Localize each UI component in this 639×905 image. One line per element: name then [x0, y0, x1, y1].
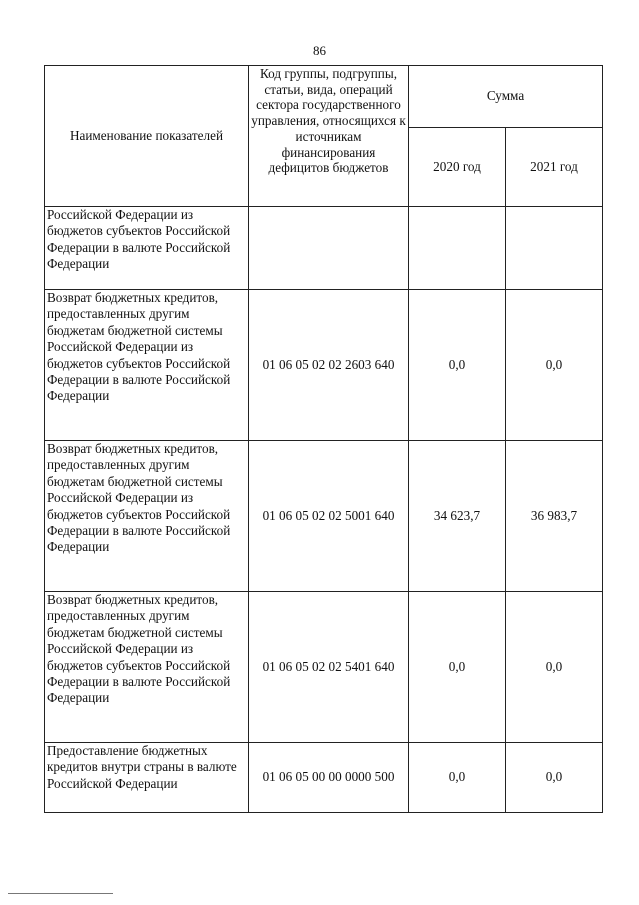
row-code: [249, 207, 409, 290]
table-row: [45, 207, 603, 290]
row-value-2021: 0,0: [506, 592, 603, 743]
row-value-2021: 0,0: [506, 743, 603, 813]
row-code: 01 06 05 02 02 5401 640: [249, 592, 409, 743]
row-value-2021: [506, 207, 603, 290]
budget-sources-table: [44, 65, 603, 813]
row-code: 01 06 05 02 02 5001 640: [249, 441, 409, 592]
header-row: [45, 66, 603, 128]
header-year-2021: 2021 год: [506, 128, 603, 207]
row-code: 01 06 05 02 02 2603 640: [249, 290, 409, 441]
row-value-2020: 34 623,7: [409, 441, 506, 592]
row-name: Возврат бюджетных кредитов, предоставленных другим бюджетам бюджетной системы Российской Федерации из бюджетов субъектов Российской Федерации в валюте Российской Федерации: [45, 592, 249, 743]
table-row: [45, 441, 603, 592]
row-name: Возврат бюджетных кредитов, предоставленных другим бюджетам бюджетной системы Российской Федерации из бюджетов субъектов Российской Федерации в валюте Российской Федерации: [45, 441, 249, 592]
row-value-2021: 0,0: [506, 290, 603, 441]
header-name: Наименование показателей: [45, 66, 249, 207]
page-number: 86: [313, 43, 326, 58]
header-sum: Сумма: [409, 66, 603, 128]
row-value-2020: 0,0: [409, 592, 506, 743]
row-value-2020: 0,0: [409, 290, 506, 441]
scan-edge-line: [8, 893, 113, 894]
table-row: [45, 290, 603, 441]
row-name: Возврат бюджетных кредитов, предоставленных другим бюджетам бюджетной системы Российской Федерации из бюджетов субъектов Российской Федерации в валюте Российской Федерации: [45, 290, 249, 441]
header-year-2020: 2020 год: [409, 128, 506, 207]
row-value-2020: 0,0: [409, 743, 506, 813]
row-code: 01 06 05 00 00 0000 500: [249, 743, 409, 813]
row-name: Предоставление бюджетных кредитов внутри страны в валюте Российской Федерации: [45, 743, 249, 813]
row-value-2020: [409, 207, 506, 290]
row-value-2021: 36 983,7: [506, 441, 603, 592]
table-row: [45, 592, 603, 743]
header-code: Код группы, подгруппы, статьи, вида, операций сектора государственного управления, относящихся к источникам финансирования дефицитов бюджетов: [249, 66, 409, 207]
table-row: [45, 743, 603, 813]
row-name: Российской Федерации из бюджетов субъектов Российской Федерации в валюте Российской Федерации: [45, 207, 249, 290]
